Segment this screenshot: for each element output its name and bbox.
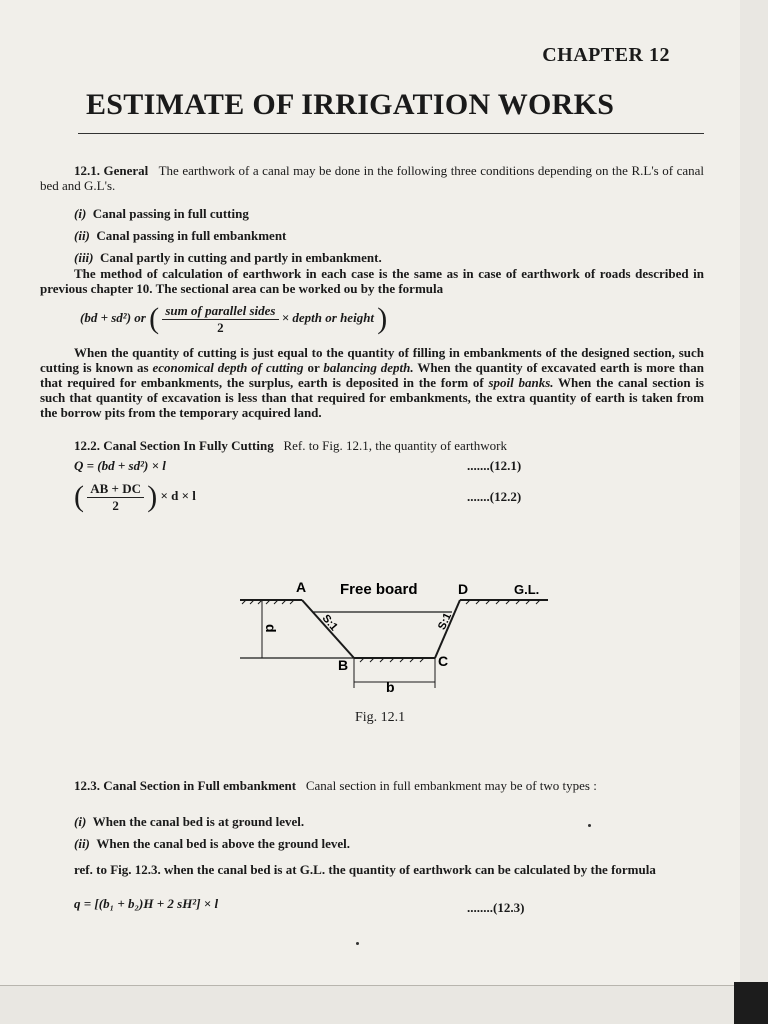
cutting-paragraph <box>40 438 704 453</box>
formula-right: × depth or height <box>281 309 375 325</box>
balancing-em: spoil banks. <box>488 375 554 390</box>
label-free-board: Free board <box>340 581 418 598</box>
condition-num: (iii) <box>74 250 94 265</box>
condition-num: (ii) <box>74 228 90 243</box>
equation-12-3: q = [(b₁ + b₂)H + 2 sH²] × l <box>74 896 219 911</box>
equation-12-2: ( $\frac{AB + DC}{2}$ ) × d × l <box>74 480 196 513</box>
general-heading: 12.1. General <box>74 163 149 178</box>
label-GL: G.L. <box>514 582 540 597</box>
label-B: B <box>338 657 349 673</box>
balancing-text: When the quantity of cutting is just equal to the quantity of filling in embankments of the designed section, such cutting is known as <box>40 345 704 375</box>
equation-number: .......(12.1) <box>467 458 522 473</box>
eq2-numerator: AB + DC <box>87 481 144 498</box>
figure-caption: Fig. 12.1 <box>355 710 406 725</box>
eq2-rest: × d × l <box>160 487 196 503</box>
title-rule <box>78 133 704 134</box>
formula-left: (bd + sd²) or <box>80 309 146 325</box>
condition-item <box>74 250 382 266</box>
condition-text: Canal passing in full embankment <box>96 228 287 243</box>
balancing-text: When the canal section is such that quantity of excavation is less than that required for embankments, the extra quantity of earth is taken from the borrow pits from the temporary acquired land. <box>40 375 704 420</box>
eq2-fraction <box>87 481 144 514</box>
balancing-em: balancing depth. <box>323 360 414 375</box>
formula-fraction <box>162 303 278 336</box>
general-text: The earthwork of a canal may be done in the following three conditions depending on the R.L's of canal bed and G.L's. <box>40 163 705 193</box>
balancing-em: economical depth of cutting <box>152 360 304 375</box>
cutting-text: Ref. to Fig. 12.1, the quantity of earthwork <box>283 438 507 453</box>
label-slope-right: S:1 <box>435 611 455 632</box>
condition-text: Canal passing in full cutting <box>92 206 249 221</box>
equation-number: .......(12.2) <box>467 489 522 504</box>
condition-item <box>74 206 249 222</box>
embankment-heading: 12.3. Canal Section in Full embankment <box>74 778 297 793</box>
scan-edge-shadow <box>734 982 768 1024</box>
eq2-denominator: 2 <box>112 497 119 513</box>
condition-item <box>74 228 286 244</box>
type-num: (ii) <box>74 836 90 851</box>
cutting-heading: 12.2. Canal Section In Fully Cutting <box>74 438 274 453</box>
type-text: When the canal bed is at ground level. <box>92 814 305 829</box>
label-d: d <box>263 624 279 633</box>
type-item <box>74 836 350 852</box>
label-b: b <box>386 679 395 695</box>
chapter-title: ESTIMATE OF IRRIGATION WORKS <box>86 88 615 121</box>
embankment-text: Canal section in full embankment may be of two types : <box>305 778 597 793</box>
ref-paragraph: ref. to Fig. 12.3. when the canal bed is at G.L. the quantity of earthwork can be calculated by the formula <box>74 862 656 877</box>
label-D: D <box>458 581 469 597</box>
equation-number: ........(12.3) <box>467 900 525 915</box>
balancing-text: When the quantity of excavated earth is more than that required for embankments, the surplus, earth is deposited in the form of <box>40 360 704 390</box>
chapter-number: CHAPTER 12 <box>542 44 670 66</box>
formula-numerator: sum of parallel sides <box>162 303 278 320</box>
speck <box>356 942 359 945</box>
formula-denominator: 2 <box>217 319 224 335</box>
condition-num: (i) <box>74 206 87 221</box>
equation-12-1: Q = (bd + sd²) × l <box>74 458 166 473</box>
type-item <box>74 814 304 830</box>
speck <box>588 824 591 827</box>
section-area-formula: (bd + sd²) or ( $\frac{\text{sum of parallel sides}}{2}$ × depth or height ) <box>80 302 388 335</box>
canal-section-figure <box>230 570 560 700</box>
balancing-text: or <box>303 360 324 375</box>
label-A: A <box>296 579 307 595</box>
general-paragraph <box>40 163 704 193</box>
label-slope-left: S:1 <box>319 612 340 634</box>
type-text: When the canal bed is above the ground level. <box>96 836 351 851</box>
type-num: (i) <box>74 814 87 829</box>
balancing-paragraph <box>40 345 704 420</box>
embankment-paragraph <box>40 778 704 793</box>
label-C: C <box>438 653 449 669</box>
method-paragraph: The method of calculation of earthwork in each case is the same as in case of earthwork of roads described in previous chapter 10. The sectional area can be worked ou by the formula <box>40 266 704 296</box>
condition-text: Canal partly in cutting and partly in embankment. <box>100 250 382 265</box>
